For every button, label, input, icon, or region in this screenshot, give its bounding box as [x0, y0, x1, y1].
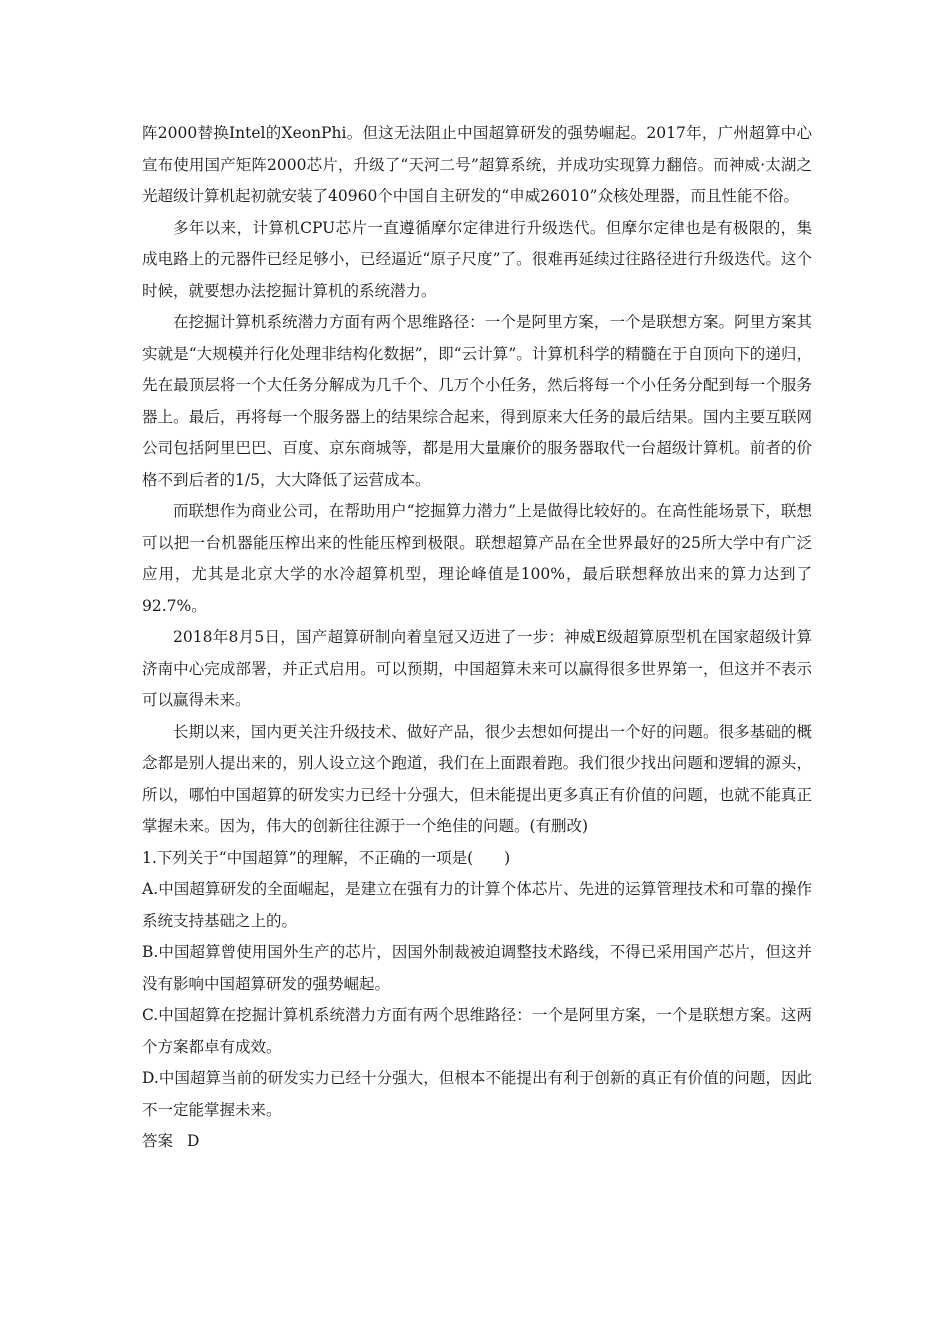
answer-label: 答案	[142, 1132, 174, 1150]
answer-line	[142, 1126, 812, 1158]
paragraph-6: 长期以来，国内更关注升级技术、做好产品，很少去想如何提出一个好的问题。很多基础的概念都是别人提出来的，别人设立这个跑道，我们在上面跟着跑。我们很少找出问题和逻辑的源头，所以，哪怕中国超算的研发实力已经十分强大，但未能提出更多真正有价值的问题，也就不能真正掌握未来。因为，伟大的创新往往源于一个绝佳的问题。(有删改)	[142, 722, 812, 835]
answer-value: D	[187, 1132, 200, 1150]
option-a: A.中国超算研发的全面崛起，是建立在强有力的计算个体芯片、先进的运算管理技术和可靠的操作系统支持基础之上的。	[142, 880, 812, 930]
document-body	[142, 118, 812, 1158]
paragraph-4: 而联想作为商业公司，在帮助用户“挖掘算力潜力”上是做得比较好的。在高性能场景下，联想可以把一台机器能压榨出来的性能压榨到极限。联想超算产品在全世界最好的25所大学中有广泛应用，尤其是北京大学的水冷超算机型，理论峰值是100%，最后联想释放出来的算力达到了92.7%。	[142, 502, 812, 615]
question-stem: 1.下列关于“中国超算”的理解，不正确的一项是( )	[142, 848, 511, 867]
paragraph-1: 阵2000替换Intel的XeonPhi。但这无法阻止中国超算研发的强势崛起。2017年，广州超算中心宣布使用国产矩阵2000芯片，升级了“天河二号”超算系统，并成功实现算力翻倍。而神威·太湖之光超级计算机起初就安装了40960个中国自主研发的“申威26010”众核处理器，而且性能不俗。	[142, 124, 812, 205]
option-d: D.中国超算当前的研发实力已经十分强大，但根本不能提出有利于创新的真正有价值的问题，因此不一定能掌握未来。	[142, 1069, 812, 1119]
paragraph-3: 在挖掘计算机系统潜力方面有两个思维路径：一个是阿里方案，一个是联想方案。阿里方案其实就是“大规模并行化处理非结构化数据”，即“云计算”。计算机科学的精髓在于自顶向下的递归，先在最顶层将一个大任务分解成为几千个、几万个小任务，然后将每一个小任务分配到每一个服务器上。最后，再将每一个服务器上的结果综合起来，得到原来大任务的最后结果。国内主要互联网公司包括阿里巴巴、百度、京东商城等，都是用大量廉价的服务器取代一台超级计算机。前者的价格不到后者的1/5，大大降低了运营成本。	[142, 313, 812, 489]
paragraph-2: 多年以来，计算机CPU芯片一直遵循摩尔定律进行升级迭代。但摩尔定律也是有极限的，集成电路上的元器件已经足够小，已经逼近“原子尺度”了。很难再延续过往路径进行升级迭代。这个时候，就要想办法挖掘计算机的系统潜力。	[142, 218, 812, 300]
option-b: B.中国超算曾使用国外生产的芯片，因国外制裁被迫调整技术路线，不得已采用国产芯片，但这并没有影响中国超算研发的强势崛起。	[142, 943, 812, 993]
paragraph-5: 2018年8月5日，国产超算研制向着皇冠又迈进了一步：神威E级超算原型机在国家超级计算济南中心完成部署，并正式启用。可以预期，中国超算未来可以赢得很多世界第一，但这并不表示可以赢得未来。	[142, 628, 812, 709]
option-c: C.中国超算在挖掘计算机系统潜力方面有两个思维路径：一个是阿里方案，一个是联想方案。这两个方案都卓有成效。	[142, 1006, 812, 1056]
